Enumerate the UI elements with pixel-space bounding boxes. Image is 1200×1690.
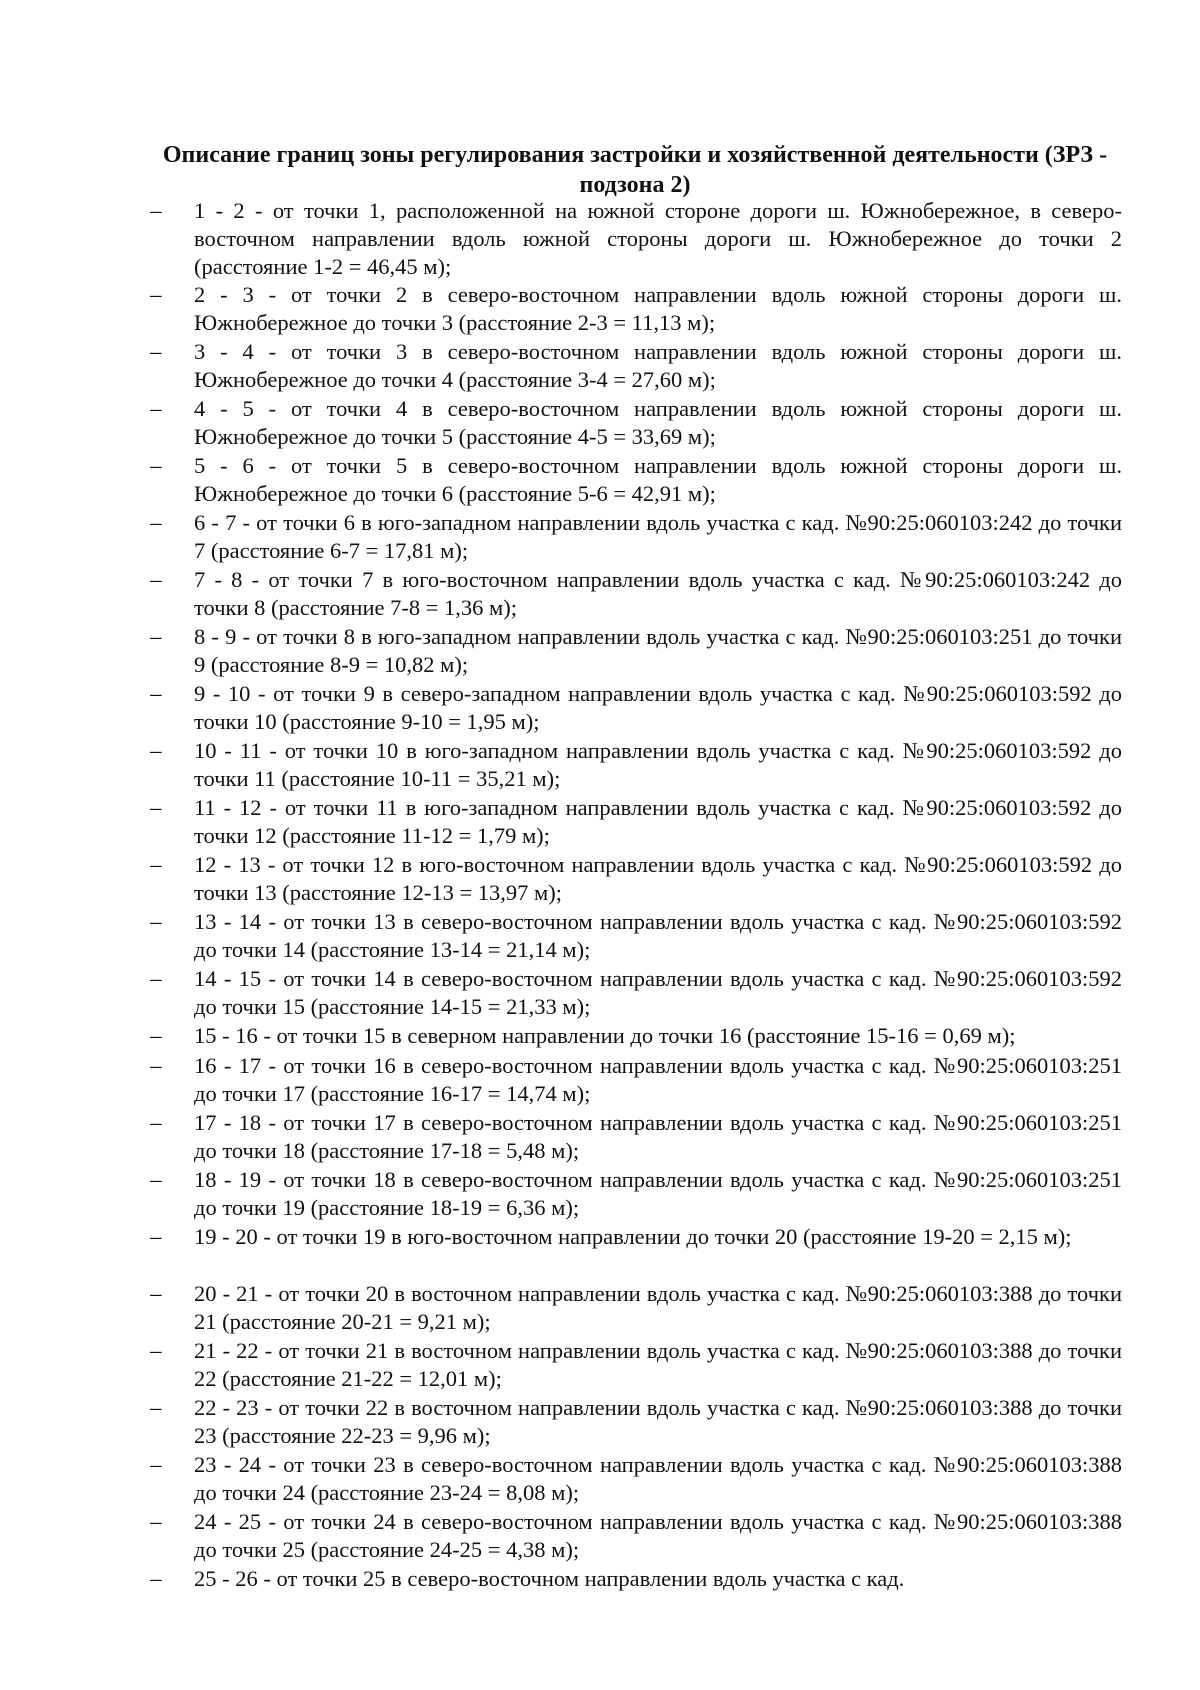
list-item-text: 5 - 6 - от точки 5 в северо-восточном направлении вдоль южной стороны дороги ш. Южнобережное до точки 6 (расстояние 5-6 = 42,91 м); xyxy=(194,453,1122,506)
list-item xyxy=(150,281,1122,338)
bullet-dash: – xyxy=(150,198,162,223)
list-item-text: 14 - 15 - от точки 14 в северо-восточном направлении вдоль участка с кад. №90:25:060103:592 до точки 15 (расстояние 14-15 = 21,33 м); xyxy=(194,966,1122,1019)
bullet-dash: – xyxy=(150,510,162,535)
bullet-dash: – xyxy=(150,1281,162,1306)
bullet-dash: – xyxy=(150,681,162,706)
list-item-text: 16 - 17 - от точки 16 в северо-восточном направлении вдоль участка с кад. №90:25:060103:251 до точки 17 (расстояние 16-17 = 14,74 м); xyxy=(194,1053,1122,1106)
list-item xyxy=(150,509,1122,566)
list-item xyxy=(150,794,1122,851)
bullet-dash: – xyxy=(150,1167,162,1192)
list-item xyxy=(150,965,1122,1022)
list-item xyxy=(150,197,1122,281)
list-item xyxy=(150,851,1122,908)
list-item-text: 21 - 22 - от точки 21 в восточном направлении вдоль участка с кад. №90:25:060103:388 до точки 22 (расстояние 21-22 = 12,01 м); xyxy=(194,1338,1122,1391)
list-item xyxy=(150,395,1122,452)
list-item-text: 20 - 21 - от точки 20 в восточном направлении вдоль участка с кад. №90:25:060103:388 до точки 21 (расстояние 20-21 = 9,21 м); xyxy=(194,1281,1122,1334)
bullet-dash: – xyxy=(150,1566,162,1591)
list-item xyxy=(150,1451,1122,1508)
bullet-dash: – xyxy=(150,1395,162,1420)
list-item xyxy=(150,1280,1122,1337)
bullet-dash: – xyxy=(150,396,162,421)
list-item-text: 9 - 10 - от точки 9 в северо-западном направлении вдоль участка с кад. №90:25:060103:592 до точки 10 (расстояние 9-10 = 1,95 м); xyxy=(194,681,1122,734)
list-item xyxy=(150,680,1122,737)
bullet-dash: – xyxy=(150,1110,162,1135)
bullet-dash: – xyxy=(150,852,162,877)
list-item xyxy=(150,1394,1122,1451)
bullet-dash: – xyxy=(150,795,162,820)
bullet-dash: – xyxy=(150,909,162,934)
list-item-text: 25 - 26 - от точки 25 в северо-восточном направлении вдоль участка с кад. xyxy=(194,1566,905,1591)
list-item-text: 1 - 2 - от точки 1, расположенной на южной стороне дороги ш. Южнобережное, в северо-восточном направлении вдоль южной стороны дороги ш. Южнобережное до точки 2 (расстояние 1-2 = 46,45 м); xyxy=(194,198,1122,279)
list-item-text: 7 - 8 - от точки 7 в юго-восточном направлении вдоль участка с кад. №90:25:060103:242 до точки 8 (расстояние 7-8 = 1,36 м); xyxy=(194,567,1122,620)
list-item-text: 6 - 7 - от точки 6 в юго-западном направлении вдоль участка с кад. №90:25:060103:242 до точки 7 (расстояние 6-7 = 17,81 м); xyxy=(194,510,1122,563)
list-item-text: 2 - 3 - от точки 2 в северо-восточном направлении вдоль южной стороны дороги ш. Южнобережное до точки 3 (расстояние 2-3 = 11,13 м); xyxy=(194,282,1122,335)
list-item xyxy=(150,1565,1122,1595)
list-item xyxy=(150,566,1122,623)
bullet-dash: – xyxy=(150,966,162,991)
bullet-dash: – xyxy=(150,453,162,478)
bullet-dash: – xyxy=(150,1452,162,1477)
list-item-text: 3 - 4 - от точки 3 в северо-восточном направлении вдоль южной стороны дороги ш. Южнобережное до точки 4 (расстояние 3-4 = 27,60 м); xyxy=(194,339,1122,392)
bullet-dash: – xyxy=(150,1224,162,1249)
bullet-dash: – xyxy=(150,738,162,763)
list-item xyxy=(150,1022,1122,1052)
list-item-text: 13 - 14 - от точки 13 в северо-восточном направлении вдоль участка с кад. №90:25:060103:592 до точки 14 (расстояние 13-14 = 21,14 м); xyxy=(194,909,1122,962)
list-item-text: 4 - 5 - от точки 4 в северо-восточном направлении вдоль южной стороны дороги ш. Южнобережное до точки 5 (расстояние 4-5 = 33,69 м); xyxy=(194,396,1122,449)
bullet-dash: – xyxy=(150,624,162,649)
bullet-dash: – xyxy=(150,339,162,364)
boundary-list xyxy=(150,197,1122,1595)
bullet-dash: – xyxy=(150,567,162,592)
list-item-text: 24 - 25 - от точки 24 в северо-восточном направлении вдоль участка с кад. №90:25:060103:388 до точки 25 (расстояние 24-25 = 4,38 м); xyxy=(194,1509,1122,1562)
list-item-text: 12 - 13 - от точки 12 в юго-восточном направлении вдоль участка с кад. №90:25:060103:592 до точки 13 (расстояние 12-13 = 13,97 м); xyxy=(194,852,1122,905)
list-item xyxy=(150,1109,1122,1166)
list-item-text: 19 - 20 - от точки 19 в юго-восточном направлении до точки 20 (расстояние 19-20 = 2,15 м); xyxy=(194,1224,1072,1249)
bullet-dash: – xyxy=(150,282,162,307)
list-item-text: 17 - 18 - от точки 17 в северо-восточном направлении вдоль участка с кад. №90:25:060103:251 до точки 18 (расстояние 17-18 = 5,48 м); xyxy=(194,1110,1122,1163)
bullet-dash: – xyxy=(150,1023,162,1048)
list-item xyxy=(150,623,1122,680)
list-item xyxy=(150,1166,1122,1223)
list-item-text: 22 - 23 - от точки 22 в восточном направлении вдоль участка с кад. №90:25:060103:388 до точки 23 (расстояние 22-23 = 9,96 м); xyxy=(194,1395,1122,1448)
bullet-dash: – xyxy=(150,1053,162,1078)
list-item-text: 18 - 19 - от точки 18 в северо-восточном направлении вдоль участка с кад. №90:25:060103:251 до точки 19 (расстояние 18-19 = 6,36 м); xyxy=(194,1167,1122,1220)
list-item xyxy=(150,1223,1122,1280)
list-item xyxy=(150,1508,1122,1565)
list-item-text: 15 - 16 - от точки 15 в северном направлении до точки 16 (расстояние 15-16 = 0,69 м); xyxy=(194,1023,1016,1048)
bullet-dash: – xyxy=(150,1509,162,1534)
list-item-text: 11 - 12 - от точки 11 в юго-западном направлении вдоль участка с кад. №90:25:060103:592 до точки 12 (расстояние 11-12 = 1,79 м); xyxy=(194,795,1122,848)
list-item xyxy=(150,1337,1122,1394)
list-item-text: 10 - 11 - от точки 10 в юго-западном направлении вдоль участка с кад. №90:25:060103:592 до точки 11 (расстояние 10-11 = 35,21 м); xyxy=(194,738,1122,791)
list-item xyxy=(150,908,1122,965)
document-title: Описание границ зоны регулирования застройки и хозяйственной деятельности (ЗРЗ - подзона 2) xyxy=(162,142,1108,198)
list-item-text: 8 - 9 - от точки 8 в юго-западном направлении вдоль участка с кад. №90:25:060103:251 до точки 9 (расстояние 8-9 = 10,82 м); xyxy=(194,624,1122,677)
list-item-text: 23 - 24 - от точки 23 в северо-восточном направлении вдоль участка с кад. №90:25:060103:388 до точки 24 (расстояние 23-24 = 8,08 м); xyxy=(194,1452,1122,1505)
list-item xyxy=(150,737,1122,794)
list-item xyxy=(150,1052,1122,1109)
bullet-dash: – xyxy=(150,1338,162,1363)
list-item xyxy=(150,452,1122,509)
list-item xyxy=(150,338,1122,395)
